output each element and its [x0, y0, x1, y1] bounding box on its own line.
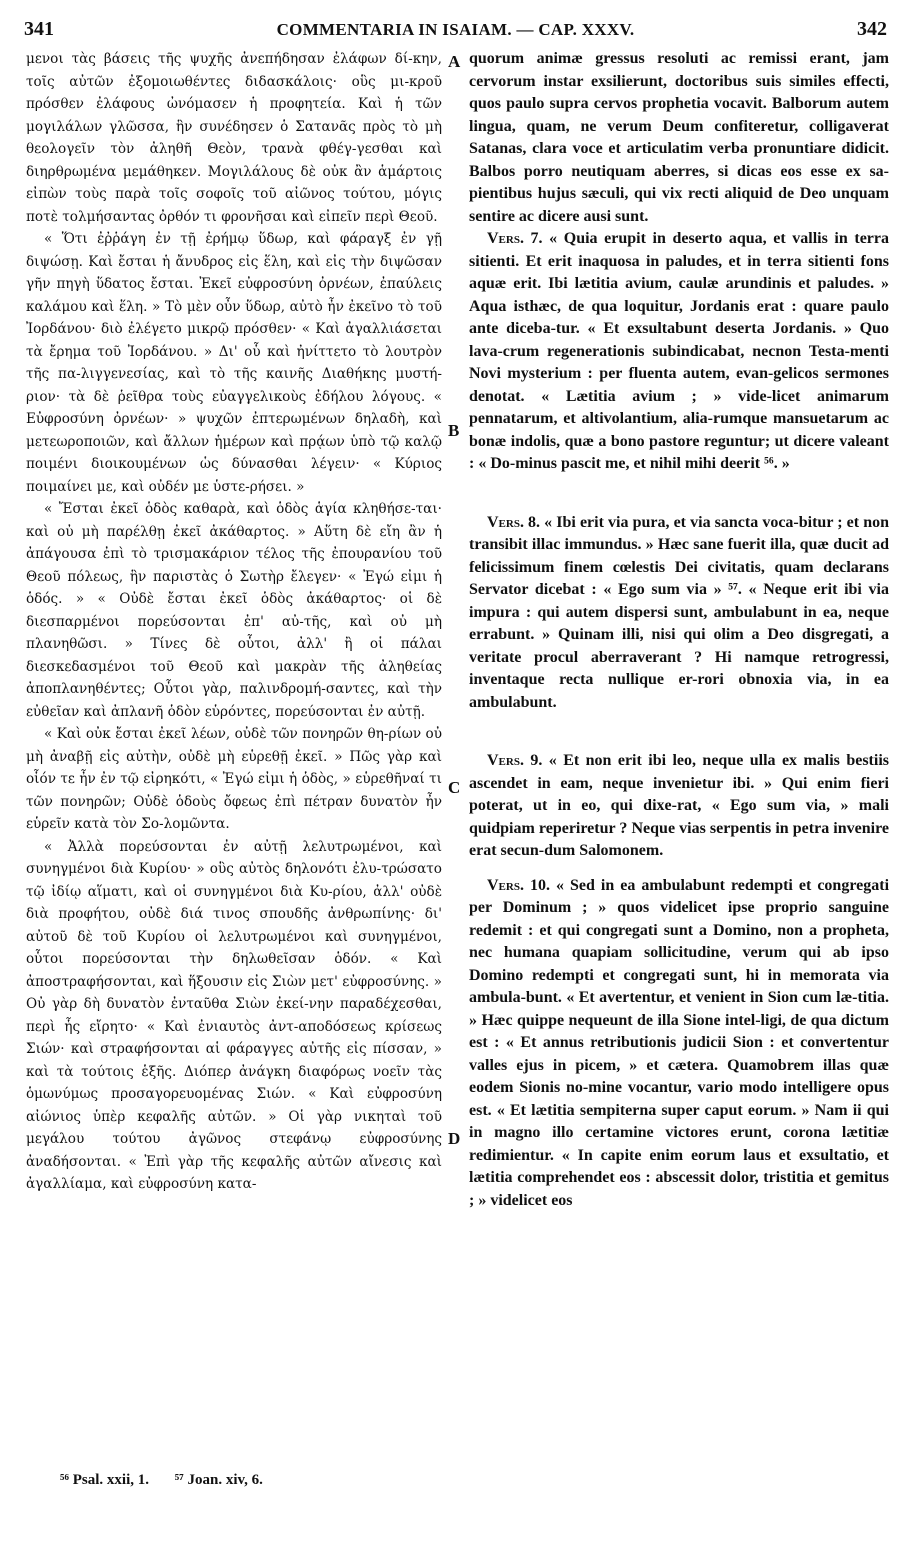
- margin-letter-d: D: [448, 1129, 461, 1148]
- greek-paragraph: « Καὶ οὐκ ἔσται ἐκεῖ λέων, οὐδὲ τῶν πονηρῶν θη-ρίων οὐ μὴ ἀναβῇ εἰς αὐτὴν, οὐδὲ μὴ εὑρεθῇ ἐκεῖ. » Πῶς γὰρ καὶ οἷόν τε ἦν ἐν τῷ εἰρηκότι, « Ἐγώ εἰμι ἡ ὁδὸς, » εὑρεθῆναί τι τῶν πονηρῶν; Οὐδὲ ὁδοὺς ὄφεως ἐπὶ πέτραν δυνατὸν ἦν εὑρεῖν κατὰ τὸν Σο-λομῶντα.: [26, 726, 442, 832]
- latin-paragraph: [469, 228, 889, 476]
- footnote: ⁵⁶ Psal. xxii, 1.: [60, 1472, 149, 1488]
- margin-letter-c: C: [448, 778, 461, 797]
- latin-column: [469, 48, 889, 1448]
- greek-paragraph: « Ἔσται ἐκεῖ ὁδὸς καθαρὰ, καὶ ὁδὸς ἁγία κληθήσε-ται· καὶ οὐ μὴ παρέλθῃ ἐκεῖ ἀκάθαρτος. » Αὕτη δὲ εἴη ἂν ἡ ἀπάγουσα ἐπὶ τὸ τρισμακάριον τέλος τῆς ἐπουρανίου τοῦ Θεοῦ πόλεως, ἣν παριστὰς ὁ Σωτὴρ ἔλεγεν· « Ἐγώ εἰμι ἡ ὁδός. » « Οὐδὲ ἔσται ἐκεῖ ὁδὸς ἀκάθαρτος· οἱ δὲ διεσπαρμένοι πορεύσονται ἐπ' αὐ-τῆς, καὶ οὐ μὴ πλανηθῶσι. » Τίνες δὲ οὗτοι, ἀλλ' ἢ οἱ πάλαι διεσκεδασμένοι τοῦ Θεοῦ καὶ μακρὰν τῆς ἀληθείας ἀποπλανηθέντες; Οὗτοι γὰρ, παλινδρομή-σαντες, καὶ τὴν εὐθεῖαν καὶ ἀπλανῆ ὁδὸν εὑρόντες, πορεύσονται ἐν αὐτῇ.: [26, 501, 442, 720]
- page-number-right: 342: [857, 18, 887, 40]
- page-number-left: 341: [24, 18, 54, 40]
- margin-letter-b: B: [448, 421, 460, 440]
- latin-paragraph: [469, 48, 889, 228]
- greek-column: [26, 48, 442, 1448]
- latin-text: « Quia erupit in deserto aqua, et vallis in terra sitienti. Et erit inaquosa in paludes, et in terra sitienti fons aquæ erit. Ibi lætitia avium, caulæ arundinis et paludes. » Aqua isthæc, de qua loquitur, Jordanis erat : quare paulo ante diceba-tur. « Et exsultabunt deserta Jordanis. » Quo lava-crum regenerationis subindicabat, necnon Testa-menti Novi mysterium : per fluenta autem, evan-gelicos sermones denotat. « Lætitia avium ; » vide-licet animarum pennatarum, et altivolantium, alia-rumque mansuetarum ac bonæ indolis, quæ a bono pastore reguntur; ut dicere valeant : « Do-minus pascit me, et nihil mihi deerit ⁵⁶. »: [469, 230, 889, 472]
- latin-text: quorum animæ gressus resoluti ac remissi erant, jam cervorum instar exsilierunt, doctoribus suis similes effecti, quos paulo supra cervos prophetia vocavit. Balborum autem lingua, quam, ne verum Deum confiteretur, colligaverat Satanas, clara voce et articulatim verba pronuntiare didicit. Balbos porro neutiquam aberres, si dicas eos esse ex sa-pientibus hujus sæculi, qui vix recti aliquid de Deo unquam sentire ac dicere ausi sunt.: [469, 50, 889, 225]
- verse-label: Vers. 9.: [487, 752, 543, 769]
- latin-text: « Ibi erit via pura, et via sancta voca-bitur ; et non transibit illac immundus. » Hæc sane fuerit illa, quæ ducit ad felicissimum finem cœlestis Dei civitatis, quam declarans Servator dicebat : « Ego sum via » ⁵⁷. « Neque erit ibi via impura : qui autem dispersi sunt, ambulabunt in ea, neque errabunt. » Quinam illi, nisi qui olim a Deo disgregati, a veritate procul aberraverant ? Hi namque retrogressi, inventaque recta nullique er-rori obnoxia via, in ea ambulabunt.: [469, 513, 889, 711]
- latin-text: « Sed in ea ambulabunt redempti et congregati per Dominum ; » quos videlicet ipse proprio sanguine redemit : et qui congregati sunt a Domino, non a propheta, nec humana quapiam sollicitudine, verum qui ab ipso Domino redempti et congregati sunt, hi in memorata via ambula-bunt. « Et avertentur, et venient in Sion cum læ-titia. » Hæc quippe nequeunt de illa Sione intel-ligi, de qua dictum est : « Et annus retributionis judicii Sion : et convertentur valles ejus in picem, » et cætera. Quamobrem illas quæ eodem Sionis no-mine vocantur, vario modo intelligere opus est. « Et lætitia sempiterna super caput eorum. » Nam ii qui in magno illo certamine victores erunt, corona lætitiæ redimientur. « In capite enim eorum laus et exsultatio, et lætitia comprehendet eos : abscessit dolor, tristitia et gemitus ; » videlicet eos: [469, 876, 889, 1209]
- footnotes: [60, 1472, 560, 1489]
- greek-paragraph: μενοι τὰς βάσεις τῆς ψυχῆς ἀνεπήδησαν ἐλάφων δί-κην, τοῖς αὐτῶν ἐξομοιωθέντες διδασκάλοις· οὓς μι-κροῦ πρόσθεν ἐλάφους ὠνόμασεν ἡ προφητεία. Καὶ ἡ τῶν μογιλάλων γλῶσσα, ἣν συνέδησεν ὁ Σατανᾶς πρὸς τὸ μὴ θεολογεῖν τὸν ἀληθῆ Θεὸν, τρανὰ φθέγ-γεσθαι καὶ διηρθρωμένα μεμάθηκεν. Μογιλάλους δὲ οὐκ ἂν ἁμάρτοις εἰπὼν τοὺς παρὰ τοῖς σοφοῖς τοῦ αἰῶνος τούτου, μόγις ποτὲ τολμήσαντας ὀρθόν τι φρονῆσαι καὶ εἰπεῖν περὶ Θεοῦ.: [26, 51, 442, 225]
- latin-text: « Et non erit ibi leo, neque ulla ex malis bestiis ascendet in eam, neque invenietur ibi. » Qui enim fieri poterat, ut in eo, qui dixe-rat, « Ego sum via, » mali quidpiam reperiretur ? Neque vias serpentis in petra invenire erat secun-dum Salomonem.: [469, 752, 889, 859]
- running-header: [0, 18, 911, 48]
- latin-paragraph: [469, 750, 889, 863]
- margin-letter-a: A: [448, 52, 461, 71]
- greek-paragraph: « Ἀλλὰ πορεύσονται ἐν αὐτῇ λελυτρωμένοι, καὶ συνηγμένοι διὰ Κυρίου· » οὓς αὐτὸς δηλονότι ἐλυ-τρώσατο τῷ ἰδίῳ αἵματι, καὶ οἱ συνηγμένοι διὰ Κυ-ρίου, ἀλλ' οὐδὲ διὰ προφήτου, οὐδὲ διά τινος σπουδῆς ἀνθρωπίνης· δι' αὐτοῦ δὲ τοῦ Κυρίου οἱ λελυτρωμένοι καὶ συνηγμένοι, οὗτοι πορεύσονται τὴν δηλωθεῖσαν ὁδόν. « Καὶ ἀποστραφήσονται, καὶ ἥξουσιν εἰς Σιὼν μετ' εὐφροσύνης. » Οὐ γὰρ δὴ δυνατὸν ἐνταῦθα Σιὼν ἐκεί-νην παραδέχεσθαι, περὶ ἧς εἴρητο· « Καὶ ἐνιαυτὸς ἀντ-αποδόσεως κρίσεως Σιών· καὶ στραφήσονται αἱ φάραγγες αὐτῆς εἰς πίσσαν, » καὶ τὰ τούτοις ἑξῆς. Διόπερ ἀνάγκη διαφόρως νοεῖν τὰς ὁμωνύμως προσαγορευομένας Σιών. « Καὶ εὐφροσύνη αἰώνιος ὑπὲρ κεφαλῆς αὐτῶν. » Οἱ γὰρ νικηταὶ τοῦ μεγάλου τούτου ἀγῶνος στεφάνῳ εὐφροσύνης ἀναδήσονται. « Ἐπὶ γὰρ τῆς κεφαλῆς αὐτῶν αἴνεσις καὶ ἀγαλλίαμα, καὶ εὐφροσύνη κατα-: [26, 838, 442, 1192]
- verse-label: Vers. 7.: [487, 230, 543, 247]
- footnote: ⁵⁷ Joan. xiv, 6.: [174, 1472, 263, 1488]
- verse-label: Vers. 10.: [487, 876, 550, 894]
- latin-paragraph: [469, 512, 889, 715]
- running-title: COMMENTARIA IN ISAIAM. — CAP. XXXV.: [276, 20, 635, 39]
- latin-paragraph: [469, 875, 889, 1213]
- greek-paragraph: « Ὅτι ἐῤῥάγη ἐν τῇ ἐρήμῳ ὕδωρ, καὶ φάραγξ ἐν γῇ διψώσῃ. Καὶ ἔσται ἡ ἄνυδρος εἰς ἕλη, καὶ εἰς τὴν διψῶσαν γῆν πηγὴ ὕδατος ἔσται. Ἐκεῖ εὐφροσύνη ὀρνέων, ἐπαύλεις καλάμου καὶ ἕλη. » Τὸ μὲν οὖν ὕδωρ, αὐτὸ ἦν ἐκεῖνο τὸ τοῦ Ἰορδάνου· διὸ ἐλέγετο μικρῷ πρόσθεν· « Καὶ ἀγαλλιάσεται τὰ ἔρημα τοῦ Ἰορδάνου. » Δι' οὗ καὶ ἠνίττετο τὸ λουτρὸν τῆς πα-λιγγενεσίας, καὶ τὸ τῆς καινῆς Διαθήκης μυστή-ριον· τὰ δὲ ῥεῖθρα τοὺς εὐαγγελικοὺς ἐδήλου λόγους. « Εὐφροσύνη ὀρνέων· » ψυχῶν ἐπτερωμένων δηλαδὴ, καὶ μετεωροποιῶν, καὶ ἄλλων ἡμέρων καὶ πρᾴων ὑπὸ τῷ καλῷ ποιμένι διοικουμένων ὡς δύνασθαι λέγειν· « Κύριος ποιμαίνει με, καὶ οὐδέν με ὑστε-ρήσει. »: [26, 231, 442, 495]
- verse-label: Vers. 8.: [487, 513, 541, 531]
